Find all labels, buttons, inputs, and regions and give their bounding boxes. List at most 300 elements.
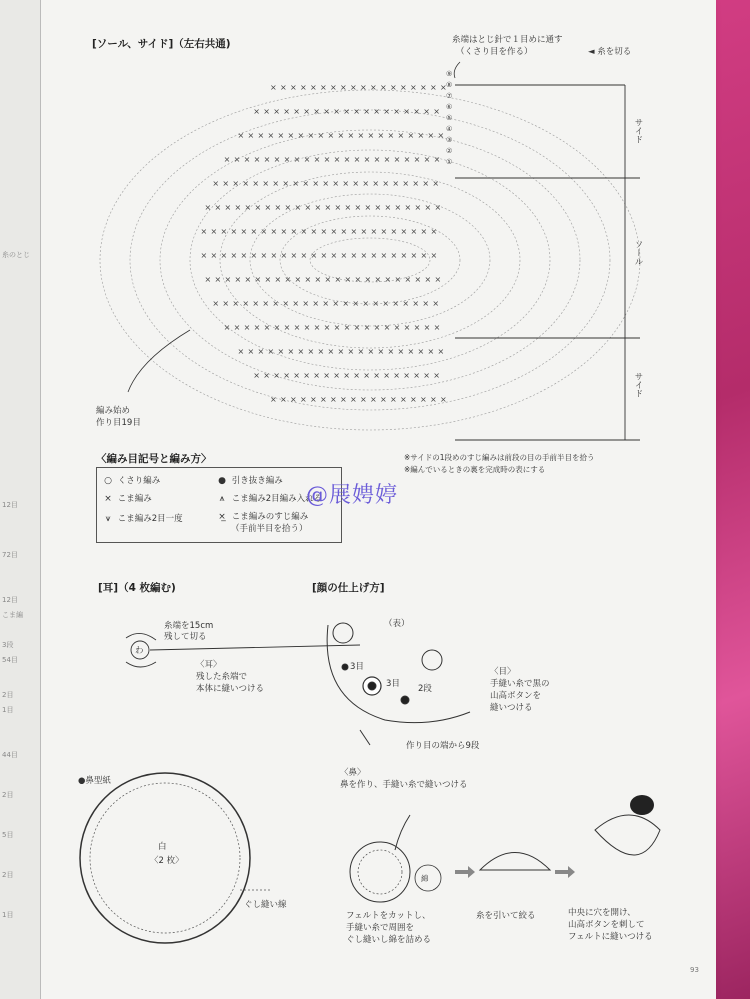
stitch-mark: ×	[204, 203, 212, 212]
stitch-mark: ×	[293, 107, 300, 116]
legend-label: くさり編み	[117, 476, 161, 486]
stitch-mark: ×	[337, 131, 345, 140]
legend-label: こま編み2目編み入れる	[231, 494, 323, 504]
stitch-mark: ×	[257, 347, 265, 356]
stitch-mark: ×	[314, 275, 322, 284]
stitch-mark: ×	[433, 323, 441, 332]
stitch-mark: ×	[354, 203, 362, 212]
stitch-mark: ×	[253, 155, 261, 164]
stitch-mark: ×	[273, 371, 280, 380]
stitch-mark: ×	[413, 155, 421, 164]
ear-note-2: 残して切る	[164, 632, 207, 642]
stitch-mark: ×	[294, 203, 302, 212]
stitch-mark: ×	[280, 251, 288, 260]
row-number: ②	[446, 147, 453, 155]
row-number: ⑤	[446, 114, 453, 122]
front-loop-symbol-icon: ×̲	[218, 512, 226, 522]
row-2-label: 2段	[418, 684, 432, 694]
ear-ring: わ	[135, 646, 144, 656]
stitch-mark: ×	[324, 203, 332, 212]
stitch-mark: ×	[357, 347, 365, 356]
stitch-mark: ×	[240, 227, 248, 236]
stitch-mark: ×	[380, 395, 387, 404]
stitch-mark: ×	[362, 179, 370, 188]
stitch-mark: ×	[373, 155, 381, 164]
stitch-mark: ×	[282, 299, 290, 308]
eye-note-3: 縫いつける	[490, 703, 533, 713]
legend-item	[101, 512, 183, 524]
stitch-mark: ×	[367, 131, 375, 140]
stitch-mark: ×	[423, 371, 430, 380]
stitch-mark: ×	[312, 299, 320, 308]
stitch-mark: ×	[320, 251, 328, 260]
stitch-mark: ×	[353, 371, 360, 380]
side-label-top: サイド	[633, 118, 643, 144]
prev-page-text: 3段	[2, 641, 14, 649]
stitch-mark: ×	[393, 155, 401, 164]
stitch-mark: ×	[332, 299, 340, 308]
stitch-mark: ×	[363, 155, 371, 164]
stitch-mark: ×	[300, 395, 307, 404]
stitch-mark: ×	[332, 179, 340, 188]
stitch-mark: ×	[430, 395, 437, 404]
side-note-2: ※編んでいるときの裏を完成時の表にする	[404, 465, 546, 474]
stitch-mark: ×	[240, 251, 248, 260]
stitch-mark: ×	[350, 227, 358, 236]
row-number: ⑨	[446, 70, 453, 78]
stitch-mark: ×	[222, 299, 230, 308]
stitch-mark: ×	[340, 251, 348, 260]
stitch-mark: ×	[360, 251, 368, 260]
stitch-mark: ×	[272, 179, 280, 188]
stitch-mark: ×	[313, 107, 320, 116]
stitch-mark: ×	[420, 227, 428, 236]
stitch-mark: ×	[312, 179, 320, 188]
stitch-mark: ×	[424, 203, 432, 212]
stitch-mark: ×	[230, 251, 238, 260]
prev-page-text: 12目	[2, 596, 18, 604]
stitch-mark: ×	[252, 299, 260, 308]
stitch-mark: ×	[320, 227, 328, 236]
stitch-mark: ×	[304, 275, 312, 284]
stitch-mark: ×	[290, 251, 298, 260]
stitch-mark: ×	[427, 347, 435, 356]
stitch-mark: ×	[272, 299, 280, 308]
chain-symbol-icon: ○	[104, 476, 112, 486]
stitch-mark: ×	[330, 251, 338, 260]
row-number: ①	[446, 158, 453, 166]
from-start-note: 作り目の端から9段	[406, 741, 480, 751]
stitch-mark: ×	[354, 275, 362, 284]
stitch-mark: ×	[223, 155, 231, 164]
step1-line1: フェルトをカットし、	[346, 911, 431, 921]
stitch-mark: ×	[317, 347, 325, 356]
stitch-mark: ×	[292, 179, 300, 188]
stitch-mark: ×	[283, 371, 290, 380]
legend-item	[215, 510, 308, 522]
stitch-mark: ×	[214, 275, 222, 284]
stitch-mark: ×	[382, 299, 390, 308]
stitch-mark: ×	[363, 107, 370, 116]
legend-label: 引き抜き編み	[231, 476, 283, 486]
stitch-mark: ×	[287, 131, 295, 140]
start-label-2: 作り目19目	[96, 418, 141, 428]
prev-page-text: 糸のとじ	[2, 251, 30, 259]
stitch-mark: ×	[302, 179, 310, 188]
stitch-mark: ×	[284, 203, 292, 212]
stitch-mark: ×	[364, 203, 372, 212]
stitch-mark: ×	[430, 251, 438, 260]
legend-label: こま編みのすじ編み	[231, 512, 309, 522]
stitch-mark: ×	[363, 323, 371, 332]
stitch-mark: ×	[280, 227, 288, 236]
stitch-mark: ×	[392, 299, 400, 308]
stitch-mark: ×	[343, 323, 351, 332]
stitch-mark: ×	[403, 155, 411, 164]
stitch-mark: ×	[387, 131, 395, 140]
stitch-mark: ×	[310, 395, 317, 404]
row-3-stitches-a: 3目	[350, 662, 364, 672]
stitch-mark: ×	[373, 323, 381, 332]
prev-page-text: 5目	[2, 831, 14, 839]
stitch-mark: ×	[307, 131, 315, 140]
eye-label: 〈目〉	[490, 667, 516, 677]
stitch-mark: ×	[394, 203, 402, 212]
legend-label: こま編み2目一度	[117, 514, 183, 524]
face-section-title: [顔の仕上げ方]	[312, 582, 385, 594]
stitch-mark: ×	[353, 107, 360, 116]
stitch-mark: ×	[337, 347, 345, 356]
stitch-mark: ×	[360, 83, 367, 92]
stitch-mark: ×	[423, 107, 430, 116]
nose-color: 白	[158, 842, 167, 852]
stitch-mark: ×	[350, 395, 357, 404]
stitch-mark: ×	[234, 203, 242, 212]
stitch-mark: ×	[234, 275, 242, 284]
stitch-mark: ×	[374, 203, 382, 212]
stitch-mark: ×	[342, 299, 350, 308]
stitch-mark: ×	[250, 227, 258, 236]
stitch-mark: ×	[347, 347, 355, 356]
stitch-mark: ×	[383, 155, 391, 164]
stitch-mark: ×	[310, 83, 317, 92]
stitch-mark: ×	[373, 371, 380, 380]
stitch-mark: ×	[412, 299, 420, 308]
stitch-mark: ×	[210, 227, 218, 236]
stitch-mark: ×	[232, 299, 240, 308]
legend-title: 〈編み目記号と編み方〉	[96, 453, 212, 465]
stitch-mark: ×	[343, 155, 351, 164]
stitch-mark: ×	[413, 323, 421, 332]
stitch-mark: ×	[320, 83, 327, 92]
stitch-mark: ×	[437, 347, 445, 356]
stitch-mark: ×	[380, 227, 388, 236]
stitch-mark: ×	[363, 371, 370, 380]
stitch-mark: ×	[410, 83, 417, 92]
stitch-mark: ×	[303, 371, 310, 380]
stitch-mark: ×	[300, 251, 308, 260]
stitch-mark: ×	[413, 107, 420, 116]
stitch-mark: ×	[320, 395, 327, 404]
stitch-mark: ×	[323, 371, 330, 380]
stitch-mark: ×	[360, 395, 367, 404]
cut-yarn-note: ◄ 糸を切る	[588, 47, 632, 57]
stitch-mark: ×	[243, 155, 251, 164]
stitch-mark: ×	[370, 251, 378, 260]
stitch-mark: ×	[330, 227, 338, 236]
stitch-mark: ×	[270, 227, 278, 236]
stitch-mark: ×	[372, 179, 380, 188]
stitch-mark: ×	[233, 323, 241, 332]
page-number: 93	[690, 966, 699, 974]
stitch-mark: ×	[297, 131, 305, 140]
stitch-mark: ×	[410, 251, 418, 260]
stitch-mark: ×	[323, 323, 331, 332]
stitch-mark: ×	[233, 155, 241, 164]
eye-note-2: 山高ボタンを	[490, 691, 542, 701]
stitch-mark: ×	[280, 83, 287, 92]
stitch-mark: ×	[400, 227, 408, 236]
stitch-mark: ×	[393, 107, 400, 116]
stitch-mark: ×	[402, 179, 410, 188]
stitch-mark: ×	[362, 299, 370, 308]
stitch-mark: ×	[293, 155, 301, 164]
stitch-mark: ×	[383, 371, 390, 380]
stitch-mark: ×	[412, 179, 420, 188]
stitch-mark: ×	[270, 83, 277, 92]
stitch-mark: ×	[433, 107, 440, 116]
stitch-mark: ×	[247, 131, 255, 140]
stitch-mark: ×	[384, 275, 392, 284]
stitch-mark: ×	[400, 251, 408, 260]
stitch-mark: ×	[253, 371, 260, 380]
start-label: 編み始め	[96, 406, 131, 416]
step3-line3: フェルトに縫いつける	[568, 932, 653, 942]
prev-page-text: 1目	[2, 911, 14, 919]
stitch-mark: ×	[262, 299, 270, 308]
cotton-label: 綿	[421, 874, 429, 883]
stitch-mark: ×	[374, 275, 382, 284]
stitch-mark: ×	[394, 275, 402, 284]
stitch-mark: ×	[244, 203, 252, 212]
stitch-mark: ×	[334, 203, 342, 212]
stitch-mark: ×	[297, 347, 305, 356]
stitch-mark: ×	[383, 323, 391, 332]
ear-note-1: 糸端を15cm	[164, 621, 214, 631]
stitch-mark: ×	[333, 107, 340, 116]
stitch-mark: ×	[397, 347, 405, 356]
legend-item	[215, 474, 283, 486]
row-3-stitches-b: 3目	[386, 679, 400, 689]
slip-stitch-symbol-icon: ●	[218, 476, 226, 486]
stitch-mark: ×	[317, 131, 325, 140]
stitch-mark: ×	[283, 107, 290, 116]
stitch-mark: ×	[330, 83, 337, 92]
stitch-mark: ×	[214, 203, 222, 212]
ear-section-title: [耳]（4 枚編む)	[98, 582, 176, 594]
stitch-mark: ×	[344, 275, 352, 284]
stitch-mark: ×	[377, 347, 385, 356]
stitch-mark: ×	[424, 275, 432, 284]
yarn-through-note-2: （くさり目を作る）	[456, 47, 533, 57]
stitch-mark: ×	[273, 107, 280, 116]
stitch-mark: ×	[350, 83, 357, 92]
stitch-mark: ×	[322, 299, 330, 308]
stitch-mark: ×	[333, 371, 340, 380]
stitch-mark: ×	[384, 203, 392, 212]
stitch-mark: ×	[212, 299, 220, 308]
stitch-mark: ×	[392, 179, 400, 188]
stitch-mark: ×	[283, 155, 291, 164]
sole-label: ソール	[633, 240, 643, 266]
row-number: ⑥	[446, 103, 453, 111]
stitch-mark: ×	[420, 395, 427, 404]
stitch-mark: ×	[262, 179, 270, 188]
stitch-mark: ×	[294, 275, 302, 284]
stitch-mark: ×	[403, 323, 411, 332]
stitch-mark: ×	[277, 347, 285, 356]
step1-line2: 手縫い糸で周囲を	[346, 923, 415, 933]
stitch-mark: ×	[230, 227, 238, 236]
stitch-mark: ×	[417, 131, 425, 140]
stitch-mark: ×	[410, 227, 418, 236]
stitch-mark: ×	[204, 275, 212, 284]
single-crochet-symbol-icon: ×	[104, 494, 112, 504]
sole-section-title: [ソール、サイド]（左右共通)	[92, 38, 231, 50]
stitch-mark: ×	[433, 371, 440, 380]
step3-line2: 山高ボタンを刺して	[568, 920, 645, 930]
stitch-mark: ×	[267, 347, 275, 356]
stitch-mark: ×	[222, 179, 230, 188]
stitch-mark: ×	[260, 227, 268, 236]
stitch-mark: ×	[313, 371, 320, 380]
stitch-mark: ×	[380, 251, 388, 260]
stitch-mark: ×	[253, 323, 261, 332]
stitch-mark: ×	[340, 227, 348, 236]
stitch-mark: ×	[423, 323, 431, 332]
stitch-mark: ×	[393, 371, 400, 380]
ear-label: 〈耳〉	[196, 660, 222, 670]
prev-page-text: 2目	[2, 871, 14, 879]
stitch-mark: ×	[302, 299, 310, 308]
stitch-mark: ×	[433, 155, 441, 164]
stitch-mark: ×	[263, 107, 270, 116]
step1-line3: ぐし縫いし綿を詰める	[346, 935, 432, 945]
stitch-mark: ×	[254, 203, 262, 212]
stitch-mark: ×	[310, 251, 318, 260]
stitch-mark: ×	[422, 299, 430, 308]
legend-item	[101, 492, 152, 504]
yarn-through-note: 糸端はとじ針で１目めに通す	[452, 35, 563, 45]
side-label-bottom: サイド	[633, 372, 643, 398]
stitch-mark: ×	[283, 323, 291, 332]
stitch-mark: ×	[403, 107, 410, 116]
stitch-mark: ×	[432, 179, 440, 188]
stitch-mark: ×	[247, 347, 255, 356]
stitch-mark: ×	[343, 371, 350, 380]
stitch-mark: ×	[263, 323, 271, 332]
stitch-mark: ×	[303, 107, 310, 116]
stitch-mark: ×	[353, 155, 361, 164]
stitch-mark: ×	[327, 131, 335, 140]
stitch-mark: ×	[360, 227, 368, 236]
stitch-mark: ×	[277, 131, 285, 140]
stitch-mark: ×	[330, 395, 337, 404]
stitch-mark: ×	[270, 251, 278, 260]
prev-page-text: 2目	[2, 791, 14, 799]
stitch-mark: ×	[322, 179, 330, 188]
stitch-mark: ×	[307, 347, 315, 356]
stitch-mark: ×	[367, 347, 375, 356]
stitch-mark: ×	[432, 299, 440, 308]
stitch-mark: ×	[282, 179, 290, 188]
prev-page-text: 44目	[2, 751, 18, 759]
stitch-mark: ×	[370, 395, 377, 404]
stitch-mark: ×	[237, 347, 245, 356]
stitch-mark: ×	[383, 107, 390, 116]
stitch-mark: ×	[313, 323, 321, 332]
stitch-mark: ×	[323, 155, 331, 164]
stitch-mark: ×	[364, 275, 372, 284]
stitch-mark: ×	[200, 227, 208, 236]
stitch-mark: ×	[310, 227, 318, 236]
stitch-mark: ×	[397, 131, 405, 140]
row-number: ⑧	[446, 81, 453, 89]
stitch-mark: ×	[440, 395, 447, 404]
prev-page-text: 2目	[2, 691, 14, 699]
stitch-mark: ×	[410, 395, 417, 404]
front-label: （表）	[384, 619, 410, 629]
stitch-mark: ×	[224, 275, 232, 284]
stitch-mark: ×	[263, 371, 270, 380]
stitch-mark: ×	[440, 83, 447, 92]
stitch-mark: ×	[224, 203, 232, 212]
stitch-mark: ×	[414, 275, 422, 284]
legend-label: こま編み	[117, 494, 152, 504]
stitch-mark: ×	[244, 275, 252, 284]
stitch-mark: ×	[280, 395, 287, 404]
step3-line1: 中央に穴を開け、	[568, 908, 636, 918]
stitch-mark: ×	[273, 155, 281, 164]
stitch-mark: ×	[422, 179, 430, 188]
stitch-mark: ×	[437, 131, 445, 140]
stitch-mark: ×	[427, 131, 435, 140]
stitch-mark: ×	[264, 275, 272, 284]
stitch-mark: ×	[242, 299, 250, 308]
stitch-mark: ×	[274, 275, 282, 284]
stitch-mark: ×	[347, 131, 355, 140]
prev-page-text: 1目	[2, 706, 14, 714]
stitch-mark: ×	[333, 155, 341, 164]
stitch-mark: ×	[290, 227, 298, 236]
row-number: ④	[446, 125, 453, 133]
stitch-mark: ×	[373, 107, 380, 116]
stitch-mark: ×	[220, 251, 228, 260]
stitch-mark: ×	[273, 323, 281, 332]
stitch-mark: ×	[390, 395, 397, 404]
stitch-mark: ×	[390, 227, 398, 236]
stitch-mark: ×	[372, 299, 380, 308]
prev-page-text: 72目	[2, 551, 18, 559]
nose-count: 〈2 枚〉	[150, 856, 184, 866]
stitch-mark: ×	[420, 83, 427, 92]
stitch-mark: ×	[382, 179, 390, 188]
stitch-mark: ×	[313, 155, 321, 164]
stitch-mark: ×	[293, 323, 301, 332]
stitch-mark: ×	[400, 395, 407, 404]
step2: 糸を引いて絞る	[476, 911, 536, 921]
stitch-mark: ×	[423, 155, 431, 164]
